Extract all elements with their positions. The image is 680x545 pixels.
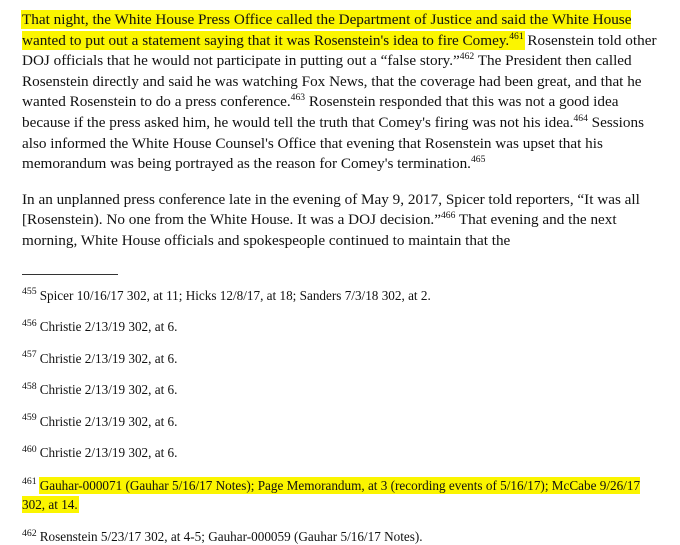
paragraph-2 xyxy=(22,190,664,252)
paragraph-2-segment-2: That evening and the next morning, White House officials and spokespeople continued to maintain that the xyxy=(22,211,617,249)
highlighted-sentence-text: That night, the White House Press Office called the Department of Justice and said the White House wanted to put out a statement saying that it was Rosenstein's idea to fire Comey. xyxy=(22,11,632,49)
paragraph-1-segment-3: Rosenstein responded that this was not a good idea because if the press asked him, he would tell the truth that Comey's firing was not his idea. xyxy=(22,93,619,131)
footnote-460 xyxy=(22,444,664,461)
body-text-block xyxy=(22,10,664,252)
footnote-text: Spicer 10/16/17 302, at 11; Hicks 12/8/17, at 18; Sanders 7/3/18 302, at 2. xyxy=(39,287,431,303)
footnote-ref-464[interactable]: 464 xyxy=(573,112,588,124)
footnote-text: Rosenstein 5/23/17 302, at 4-5; Gauhar-000059 (Gauhar 5/16/17 Notes). xyxy=(39,529,423,545)
footnote-458 xyxy=(22,381,664,398)
paragraph-1 xyxy=(22,10,664,175)
footnote-text: Christie 2/13/19 302, at 6. xyxy=(39,382,178,398)
paragraph-1-segment-4: Sessions also informed the White House Counsel's Office that evening that Rosenstein was upset that his memorandum was being portrayed as the reason for Comey's termination. xyxy=(22,113,644,173)
footnote-number: 461 xyxy=(22,476,37,488)
footnote-ref-463[interactable]: 463 xyxy=(290,92,306,104)
footnote-number: 460 xyxy=(22,443,37,455)
paragraph-1-segment-2: The President then called Rosenstein directly and said he was watching Fox News, that the coverage had been great, and that he wanted Rosenstein to do a press conference. xyxy=(22,52,642,111)
footnote-text: Christie 2/13/19 302, at 6. xyxy=(39,445,178,461)
footnote-ref-462[interactable]: 462 xyxy=(459,51,475,63)
footnote-459 xyxy=(22,413,664,430)
footnote-number: 457 xyxy=(22,349,37,361)
footnotes-block xyxy=(22,287,664,545)
footnote-455 xyxy=(22,287,664,304)
footnote-457 xyxy=(22,350,664,367)
footnote-number: 462 xyxy=(22,527,37,539)
footnote-number: 455 xyxy=(22,286,37,298)
paragraph-2-segment-1: In an unplanned press conference late in the evening of May 9, 2017, Spicer told reporters, “It was all [Rosenstein). No one from the White House. It was a DOJ decision.” xyxy=(22,190,640,229)
footnote-461 xyxy=(22,476,664,514)
footnote-text: Christie 2/13/19 302, at 6. xyxy=(39,319,178,335)
footnote-number: 456 xyxy=(22,317,37,329)
footnote-number: 459 xyxy=(22,412,37,424)
footnote-ref-466[interactable]: 466 xyxy=(440,210,456,222)
footnote-ref-461[interactable]: 461 xyxy=(509,30,524,42)
footnote-text: Gauhar-000071 (Gauhar 5/16/17 Notes); Page Memorandum, at 3 (recording events of 5/16/17); McCabe 9/26/17 302, at 14. xyxy=(22,477,641,512)
footnote-separator-rule xyxy=(22,274,118,275)
footnote-456 xyxy=(22,318,664,335)
paragraph-1-segment-1: Rosenstein told other DOJ officials that he would not participate in putting out a “false story.” xyxy=(22,31,657,70)
footnote-ref-465[interactable]: 465 xyxy=(470,154,486,166)
footnote-number: 458 xyxy=(22,380,37,392)
footnote-text: Christie 2/13/19 302, at 6. xyxy=(39,350,178,366)
footnote-text: Christie 2/13/19 302, at 6. xyxy=(39,413,178,429)
